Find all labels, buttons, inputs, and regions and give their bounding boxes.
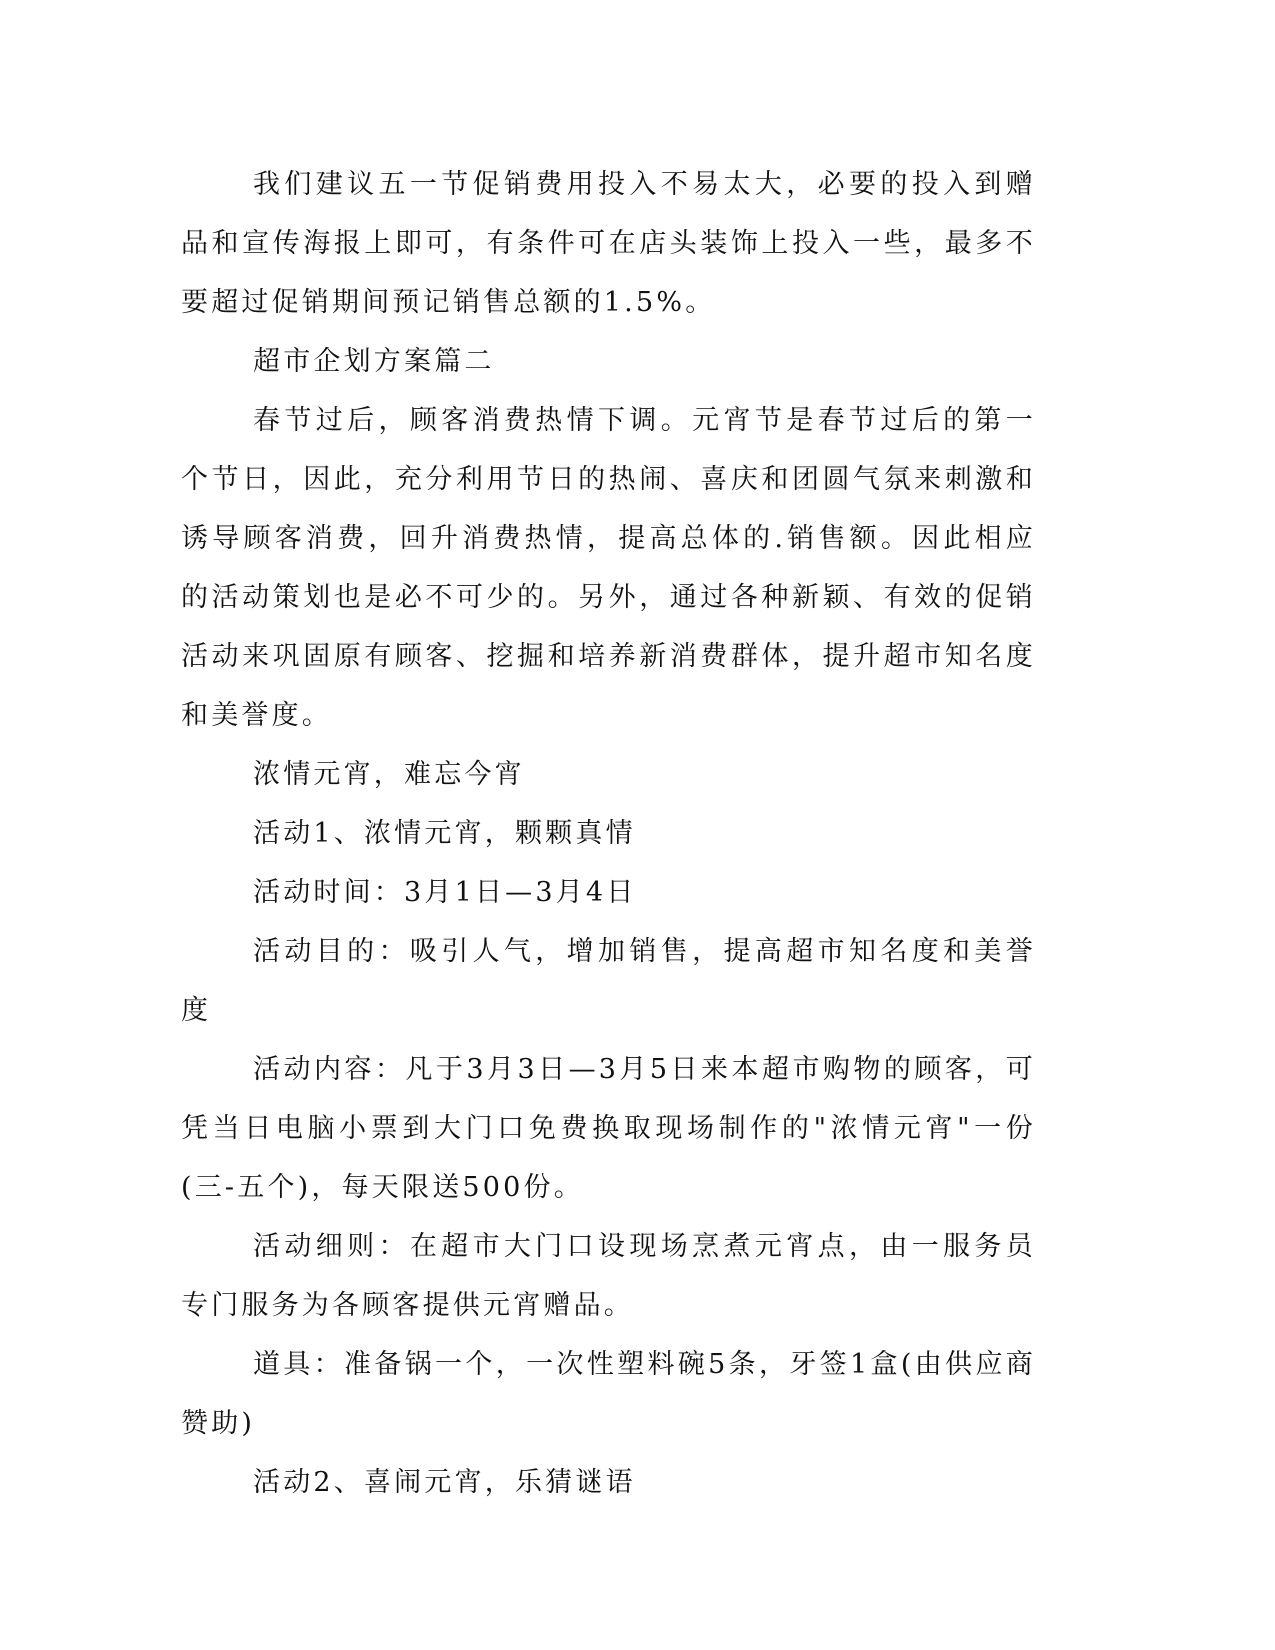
paragraph-budget-advice: 我们建议五一节促销费用投入不易太大，必要的投入到赠品和宣传海报上即可，有条件可在店头装饰上投入一些，最多不要超过促销期间预记销售总额的1.5%。 [181, 169, 1036, 318]
activity-content: 活动内容：凡于3月3日—3月5日来本超市购物的顾客，可凭当日电脑小票到大门口免费换取现场制作的"浓情元宵"一份(三-五个)，每天限送500份。 [181, 1054, 1036, 1203]
activity-2-title: 活动2、喜闹元宵，乐猜谜语 [253, 1467, 636, 1498]
activity-purpose: 活动目的：吸引人气，增加销售，提高超市知名度和美誉度 [181, 936, 1036, 1026]
document-body [181, 155, 1036, 1512]
activity-rules: 活动细则：在超市大门口设现场烹煮元宵点，由一服务员专门服务为各顾客提供元宵赠品。 [181, 1231, 1036, 1321]
activity-time: 活动时间：3月1日—3月4日 [253, 877, 637, 908]
activity-props: 道具：准备锅一个，一次性塑料碗5条，牙签1盒(由供应商赞助) [181, 1349, 1036, 1439]
activity-1-title: 活动1、浓情元宵，颗颗真情 [253, 818, 636, 849]
event-theme-title: 浓情元宵，难忘今宵 [253, 759, 525, 790]
section-heading-plan-two: 超市企划方案篇二 [253, 346, 495, 377]
paragraph-intro: 春节过后，顾客消费热情下调。元宵节是春节过后的第一个节日，因此，充分利用节日的热闹、喜庆和团圆气氛来刺激和诱导顾客消费，回升消费热情，提高总体的.销售额。因此相应的活动策划也是必不可少的。另外，通过各种新颖、有效的促销活动来巩固原有顾客、挖掘和培养新消费群体，提升超市知名度和美誉度。 [181, 405, 1036, 731]
